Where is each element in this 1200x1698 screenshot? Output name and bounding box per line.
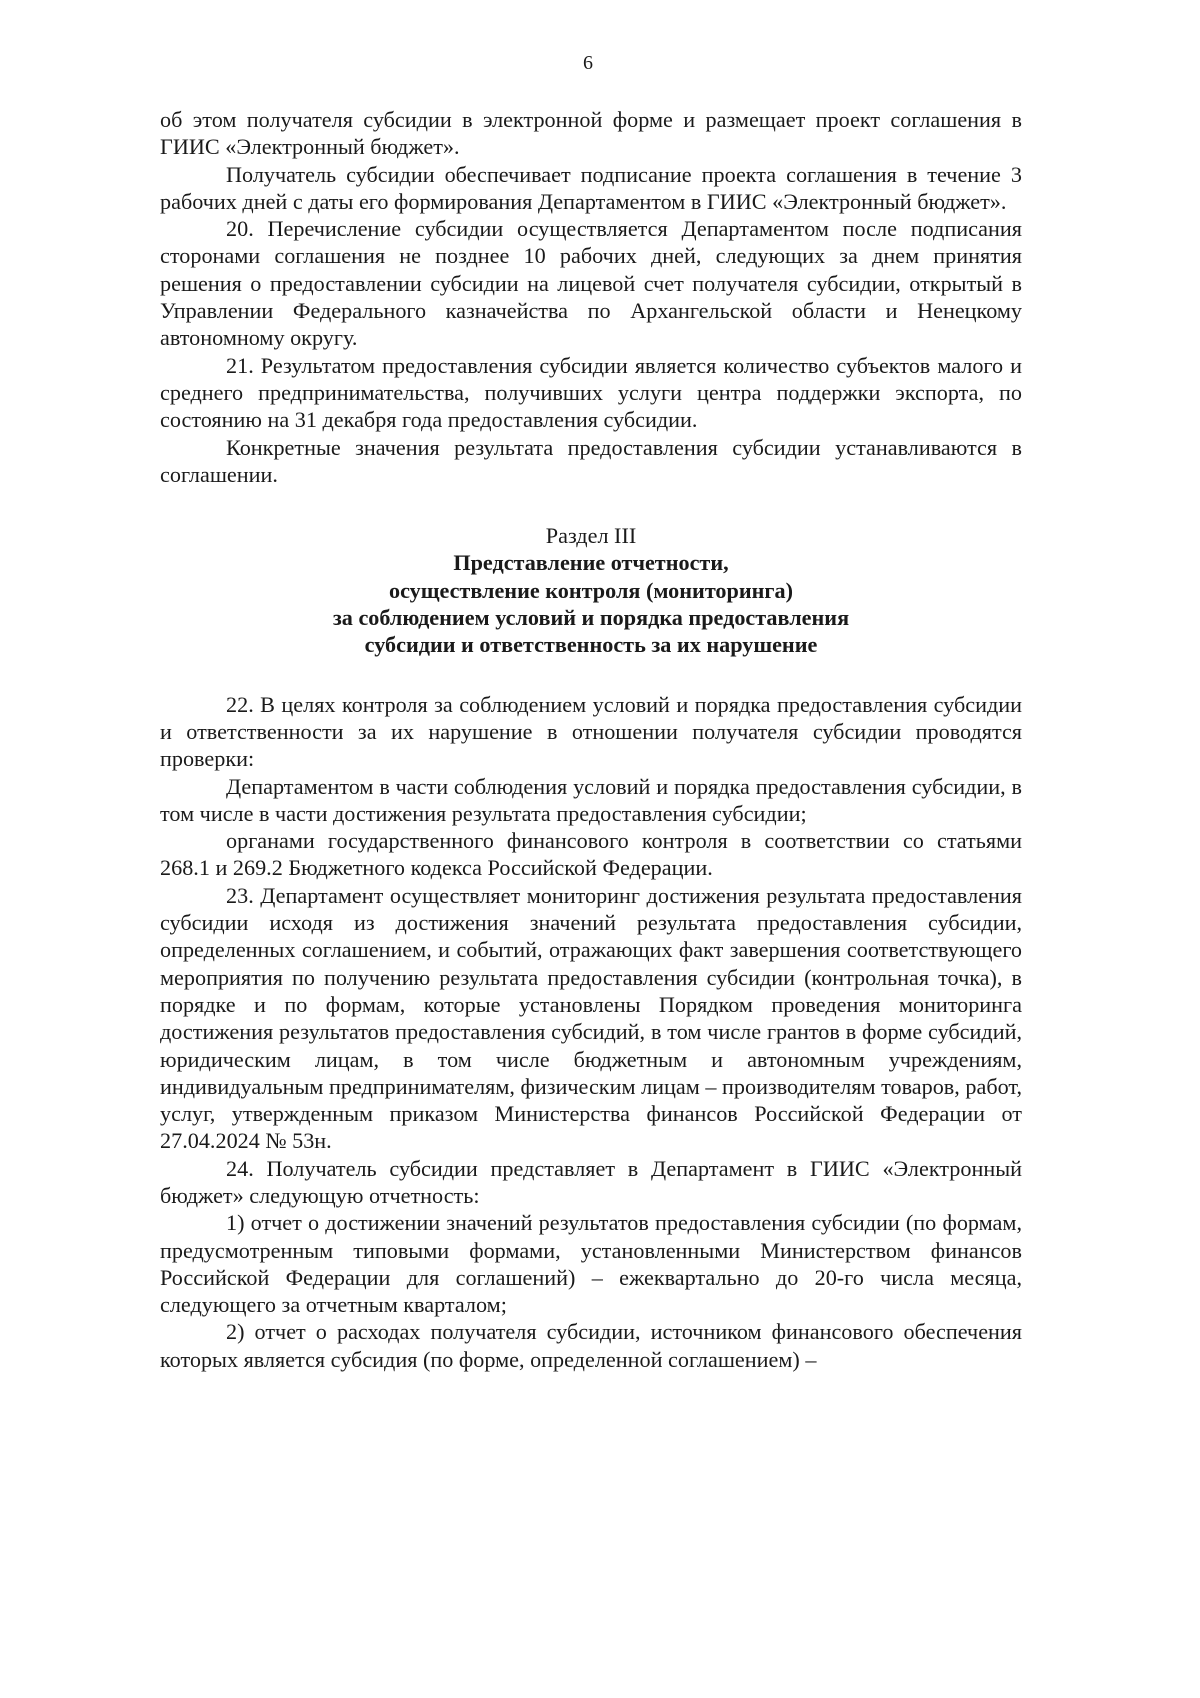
section-title-line: осуществление контроля (мониторинга)	[388, 577, 793, 603]
paragraph: органами государственного финансового контроля в соответствии со статьями 268.1 и 269.2 Бюджетного кодекса Российской Федерации.	[160, 828, 1022, 881]
paragraph-clause-24: 24. Получатель субсидии представляет в Департамент в ГИИС «Электронный бюджет» следующую отчетность:	[160, 1155, 1022, 1208]
paragraphs-after-section	[160, 691, 1022, 1373]
document-body	[160, 106, 1022, 1373]
paragraph-clause-23: 23. Департамент осуществляет мониторинг достижения результата предоставления субсидии исходя из достижения значений результата предоставления субсидии, определенных соглашением, и событий, отражающих факт завершения соответствующего мероприятия по получению результата предоставления субсидии (контрольная точка), в порядке и по формам, которые установлены Порядком проведения мониторинга достижения результатов предоставления субсидий, в том числе грантов в форме субсидий, юридическим лицам, в том числе бюджетным и автономным учреждениям, индивидуальным предпринимателям, физическим лицам – производителям товаров, работ, услуг, утвержденным приказом Министерства финансов Российской Федерации от 27.04.2024 № 53н.	[160, 882, 1022, 1154]
paragraph: об этом получателя субсидии в электронной форме и размещает проект соглашения в ГИИС «Электронный бюджет».	[160, 107, 1022, 160]
section-label: Раздел III	[545, 523, 637, 549]
paragraph: Получатель субсидии обеспечивает подписание проекта соглашения в течение 3 рабочих дней с даты его формирования Департаментом в ГИИС «Электронный бюджет».	[160, 161, 1022, 214]
section-title-line: субсидии и ответственность за их нарушение	[364, 632, 818, 658]
section-title-line: за соблюдением условий и порядка предоставления	[332, 605, 850, 631]
paragraph-clause-22: 22. В целях контроля за соблюдением условий и порядка предоставления субсидии и ответственности за их нарушение в отношении получателя субсидии проводятся проверки:	[160, 691, 1022, 772]
list-item: 2) отчет о расходах получателя субсидии, источником финансового обеспечения которых является субсидия (по форме, определенной соглашением) –	[160, 1319, 1022, 1372]
paragraph: Департаментом в части соблюдения условий и порядка предоставления субсидии, в том числе в части достижения результата предоставления субсидии;	[160, 773, 1022, 826]
section-heading	[160, 522, 1022, 658]
section-title-line: Представление отчетности,	[453, 550, 729, 576]
paragraph: Конкретные значения результата предоставления субсидии устанавливаются в соглашении.	[160, 434, 1022, 487]
page-number: 6	[583, 52, 593, 74]
paragraph-clause-21: 21. Результатом предоставления субсидии является количество субъектов малого и среднего предпринимательства, получивших услуги центра поддержки экспорта, по состоянию на 31 декабря года предоставления субсидии.	[160, 352, 1022, 433]
paragraph-clause-20: 20. Перечисление субсидии осуществляется Департаментом после подписания сторонами соглашения не позднее 10 рабочих дней, следующих за днем принятия решения о предоставлении субсидии на лицевой счет получателя субсидии, открытый в Управлении Федерального казначейства по Архангельской области и Ненецкому автономному округу.	[160, 216, 1022, 351]
list-item: 1) отчет о достижении значений результатов предоставления субсидии (по формам, предусмотренным типовыми формами, установленными Министерством финансов Российской Федерации для соглашений) – ежеквартально до 20-го числа месяца, следующего за отчетным кварталом;	[160, 1210, 1022, 1318]
paragraphs-before-section	[160, 106, 1022, 488]
